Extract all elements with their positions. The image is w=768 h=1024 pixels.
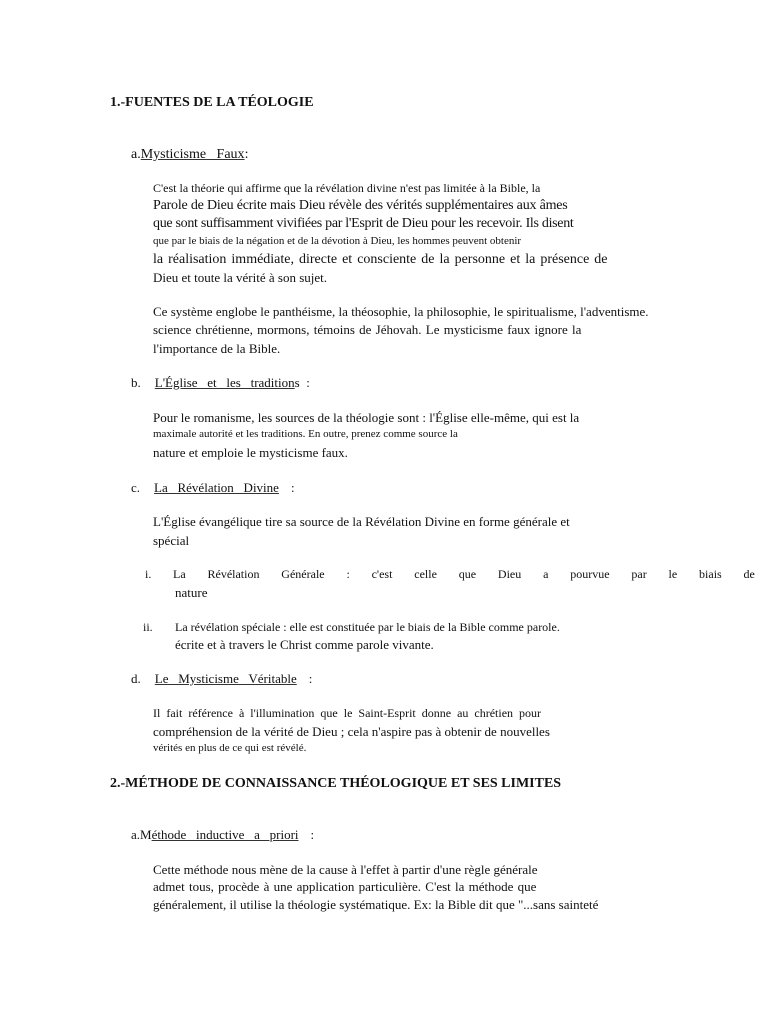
paragraph-line: science chrétienne, mormons, témoins de Jéhovah. Le mysticisme faux ignore la	[153, 322, 582, 337]
paragraph-line: vérités en plus de ce qui est révélé.	[153, 742, 307, 754]
word: biais	[699, 567, 722, 581]
paragraph-line: écrite et à travers le Christ comme parole vivante.	[175, 637, 434, 652]
paragraph-line: maximale autorité et les traditions. En outre, prenez comme source la	[153, 428, 458, 440]
paragraph-line: l'importance de la Bible.	[153, 341, 281, 356]
heading-text: L'Église et les tradition	[154, 375, 295, 390]
paragraph-line: que par le biais de la négation et de la dévotion à Dieu, les hommes peuvent obtenir	[153, 235, 522, 247]
word: par	[631, 567, 647, 581]
word: a	[543, 567, 549, 581]
heading-trail: :	[308, 671, 313, 686]
paragraph-line: nature et emploie le mysticisme faux.	[153, 445, 348, 460]
heading-trail: s :	[294, 375, 310, 390]
heading-text: La Révélation Divine	[154, 480, 279, 495]
subheading-mysticisme-veritable	[131, 671, 312, 687]
word: Dieu	[497, 567, 522, 581]
item-marker: ii.	[143, 620, 153, 634]
paragraph-line: spécial	[153, 533, 190, 548]
heading-trail: :	[290, 480, 295, 495]
paragraph-line: admet tous, procède à une application particulière. C'est la méthode que	[153, 879, 537, 894]
heading-text: Le Mysticisme Véritable	[154, 671, 297, 686]
paragraph-line: Ce système englobe le panthéisme, la théosophie, la philosophie, le spiritualisme, l'adventisme.	[153, 304, 649, 319]
subheading-revelation-divine	[131, 480, 295, 496]
word: Révélation	[207, 567, 260, 581]
paragraph-line: L'Église évangélique tire sa source de la Révélation Divine en forme générale et	[153, 514, 570, 529]
item-marker: d.	[131, 671, 141, 686]
paragraph-line: nature	[175, 585, 208, 600]
heading-colon: :	[244, 147, 249, 162]
paragraph-line: Dieu et toute la vérité à son sujet.	[153, 270, 328, 285]
word: celle	[414, 567, 437, 581]
word: Générale	[281, 567, 325, 581]
word: La	[173, 567, 186, 581]
word: de	[743, 567, 755, 581]
paragraph-line: Pour le romanisme, les sources de la théologie sont : l'Église elle-même, qui est la	[153, 410, 580, 425]
item-marker: a.	[131, 147, 141, 162]
subheading-methode-inductive	[131, 827, 314, 843]
paragraph-line: compréhension de la vérité de Dieu ; cela n'aspire pas à obtenir de nouvelles	[153, 724, 550, 739]
item-marker: b.	[131, 375, 141, 390]
paragraph-line: Cette méthode nous mène de la cause à l'effet à partir d'une règle générale	[153, 862, 538, 877]
subheading-eglise-traditions	[131, 375, 310, 391]
paragraph-line: la réalisation immédiate, directe et consciente de la personne et la présence de	[153, 252, 608, 267]
list-item-revelation-speciale: La révélation spéciale : elle est constituée par le biais de la Bible comme parole.	[175, 620, 560, 634]
section-1-title: 1.-FUENTES DE LA TÉOLOGIE	[110, 95, 314, 110]
paragraph-line: Il fait référence à l'illumination que le Saint-Esprit donne au chrétien pour	[153, 706, 542, 720]
item-marker: c.	[131, 480, 141, 495]
item-marker: a.M	[131, 827, 152, 842]
paragraph-line: généralement, il utilise la théologie systématique. Ex: la Bible dit que "...sans sainteté	[153, 897, 599, 912]
paragraph-line: Parole de Dieu écrite mais Dieu révèle des vérités supplémentaires aux âmes	[153, 198, 568, 213]
heading-trail: :	[310, 827, 315, 842]
list-item-revelation-generale	[173, 567, 755, 581]
section-2-title: 2.-MÉTHODE DE CONNAISSANCE THÉOLOGIQUE ET SES LIMITES	[110, 776, 562, 791]
paragraph-line: que sont suffisamment vivifiées par l'Esprit de Dieu pour les recevoir. Ils disent	[153, 216, 574, 231]
word: le	[668, 567, 678, 581]
paragraph-line: C'est la théorie qui affirme que la révélation divine n'est pas limitée à la Bible, la	[153, 181, 541, 195]
word: que	[458, 567, 477, 581]
heading-text: éthode inductive a priori	[151, 827, 299, 842]
item-marker: i.	[145, 567, 152, 581]
word: pourvue	[570, 567, 610, 581]
heading-text: Mysticisme Faux	[140, 147, 245, 162]
word: :	[346, 567, 350, 581]
word: c'est	[371, 567, 393, 581]
subheading-mysticisme-faux	[131, 147, 248, 164]
